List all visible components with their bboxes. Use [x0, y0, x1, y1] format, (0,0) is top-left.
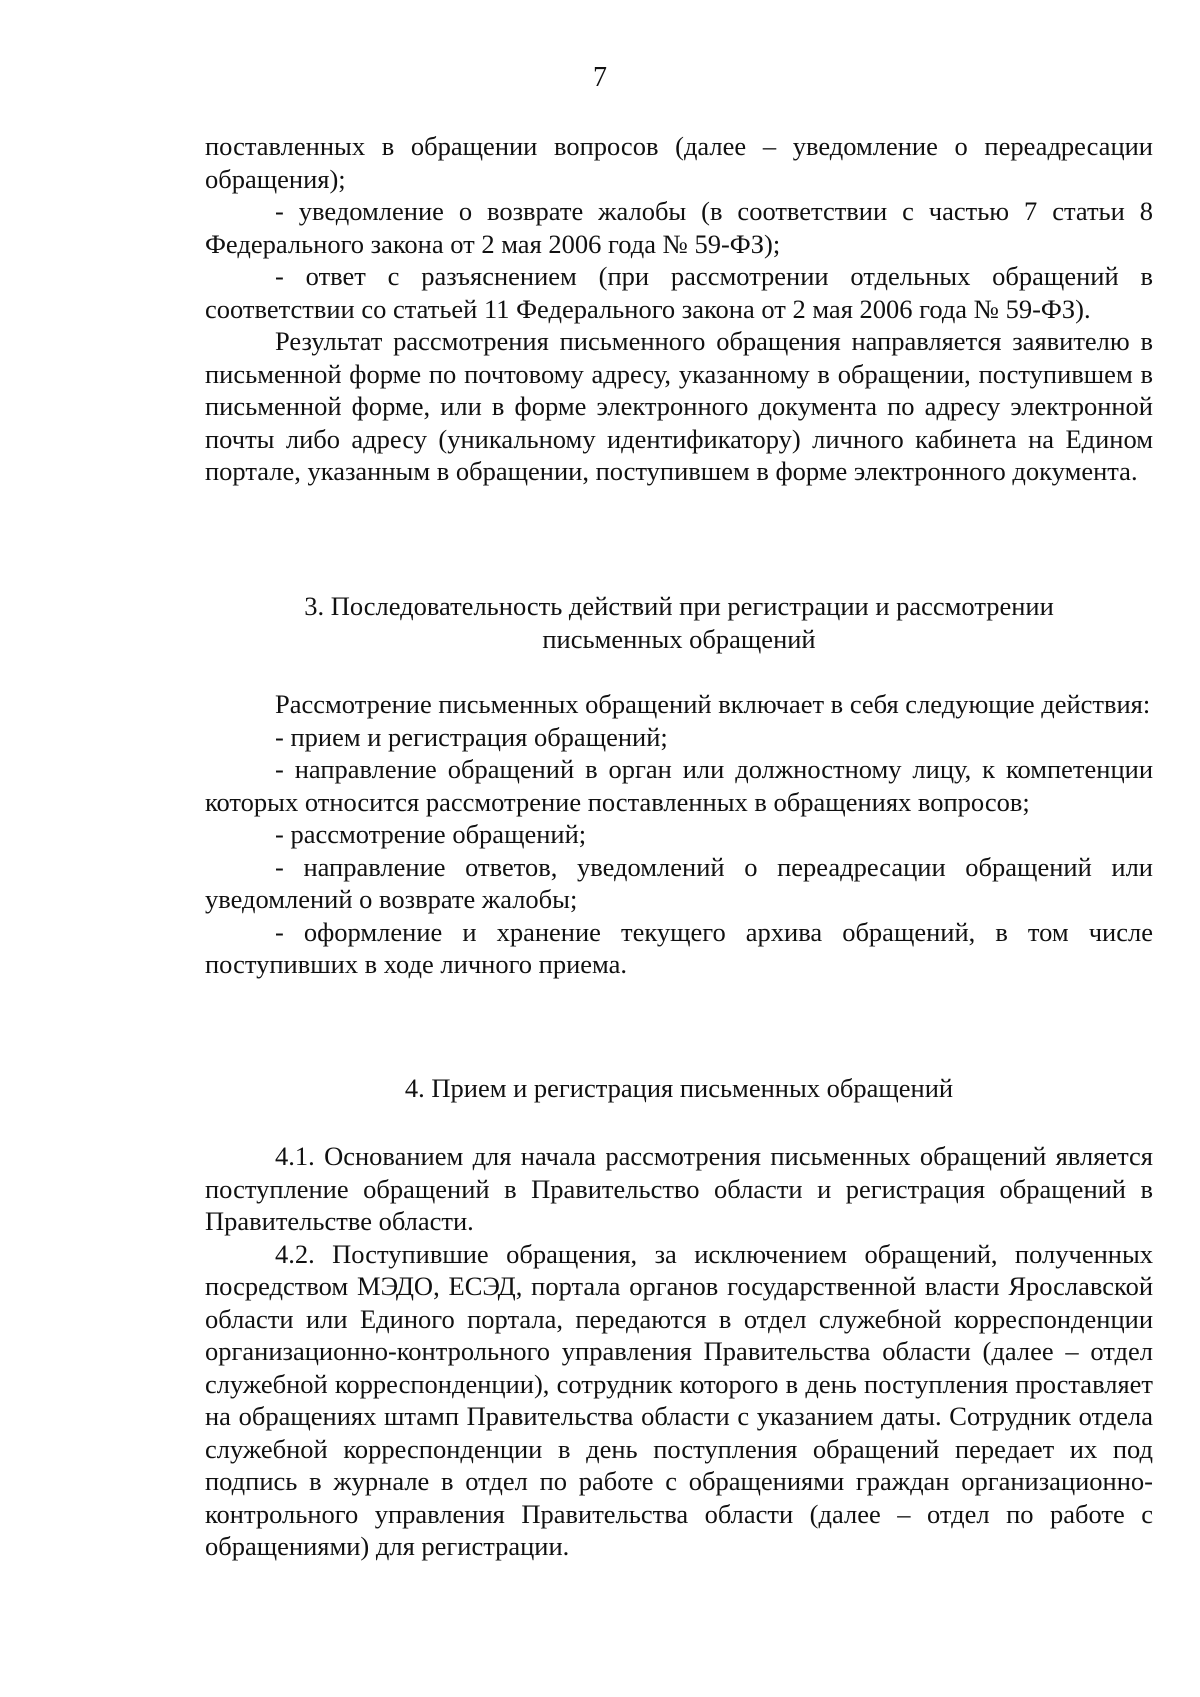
- page-number: 7: [593, 62, 607, 93]
- section-3-body: [205, 688, 1153, 981]
- section-heading-3-line1: 3. Последовательность действий при регистрации и рассмотрении: [304, 591, 1054, 621]
- paragraph-4-2: 4.2. Поступившие обращения, за исключением обращений, полученных посредством МЭДО, ЕСЭД, портала органов государственной власти Ярославской области или Единого портала, передаются в отдел служебной корреспонденции организационно-контрольного управления Правительства области (далее – отдел служебной корреспонденции), сотрудник которого в день поступления проставляет на обращениях штамп Правительства области с указанием даты. Сотрудник отдела служебной корреспонденции в день поступления обращений передает их под подпись в журнале в отдел по работе с обращениями граждан организационно-контрольного управления Правительства области (далее – отдел по работе с обращениями) для регистрации.: [205, 1238, 1153, 1561]
- section-heading-4: 4. Прием и регистрация письменных обращений: [404, 1073, 954, 1103]
- paragraph-4-1: 4.1. Основанием для начала рассмотрения письменных обращений является поступление обращений в Правительство области и регистрация обращений в Правительстве области.: [205, 1141, 1153, 1236]
- paragraph-list-item: - направление ответов, уведомлений о переадресации обращений или уведомлений о возврате жалобы;: [205, 851, 1153, 914]
- paragraph-list-item: - уведомление о возврате жалобы (в соответствии с частью 7 статьи 8 Федерального закона от 2 мая 2006 года № 59-ФЗ);: [205, 196, 1153, 259]
- section-heading-3-line2: письменных обращений: [542, 623, 816, 654]
- paragraph: Рассмотрение письменных обращений включает в себя следующие действия:: [275, 689, 1151, 719]
- paragraph-list-item: - прием и регистрация обращений;: [275, 721, 668, 752]
- paragraph-list-item: - направление обращений в орган или должностному лицу, к компетенции которых относится рассмотрение поставленных в обращениях вопросов;: [205, 754, 1153, 817]
- text-block-continuation: [205, 130, 1153, 488]
- section-4-body: [205, 1140, 1153, 1563]
- paragraph-continuation: поставленных в обращении вопросов (далее – уведомление о переадресации обращения);: [205, 131, 1153, 194]
- paragraph-result: Результат рассмотрения письменного обращения направляется заявителю в письменной форме по почтовому адресу, указанному в обращении, поступившем в письменной форме, или в форме электронного документа по адресу электронной почты либо адресу (уникальному идентификатору) личного кабинета на Едином портале, указанным в обращении, поступившем в форме электронного документа.: [205, 326, 1153, 486]
- section-heading-3: [205, 590, 1153, 655]
- paragraph-list-item: - рассмотрение обращений;: [275, 819, 587, 849]
- paragraph-list-item: - оформление и хранение текущего архива обращений, в том числе поступивших в ходе личного приема.: [205, 916, 1153, 979]
- paragraph-list-item: - ответ с разъяснением (при рассмотрении отдельных обращений в соответствии со статьей 11 Федерального закона от 2 мая 2006 года № 59-ФЗ).: [205, 261, 1153, 324]
